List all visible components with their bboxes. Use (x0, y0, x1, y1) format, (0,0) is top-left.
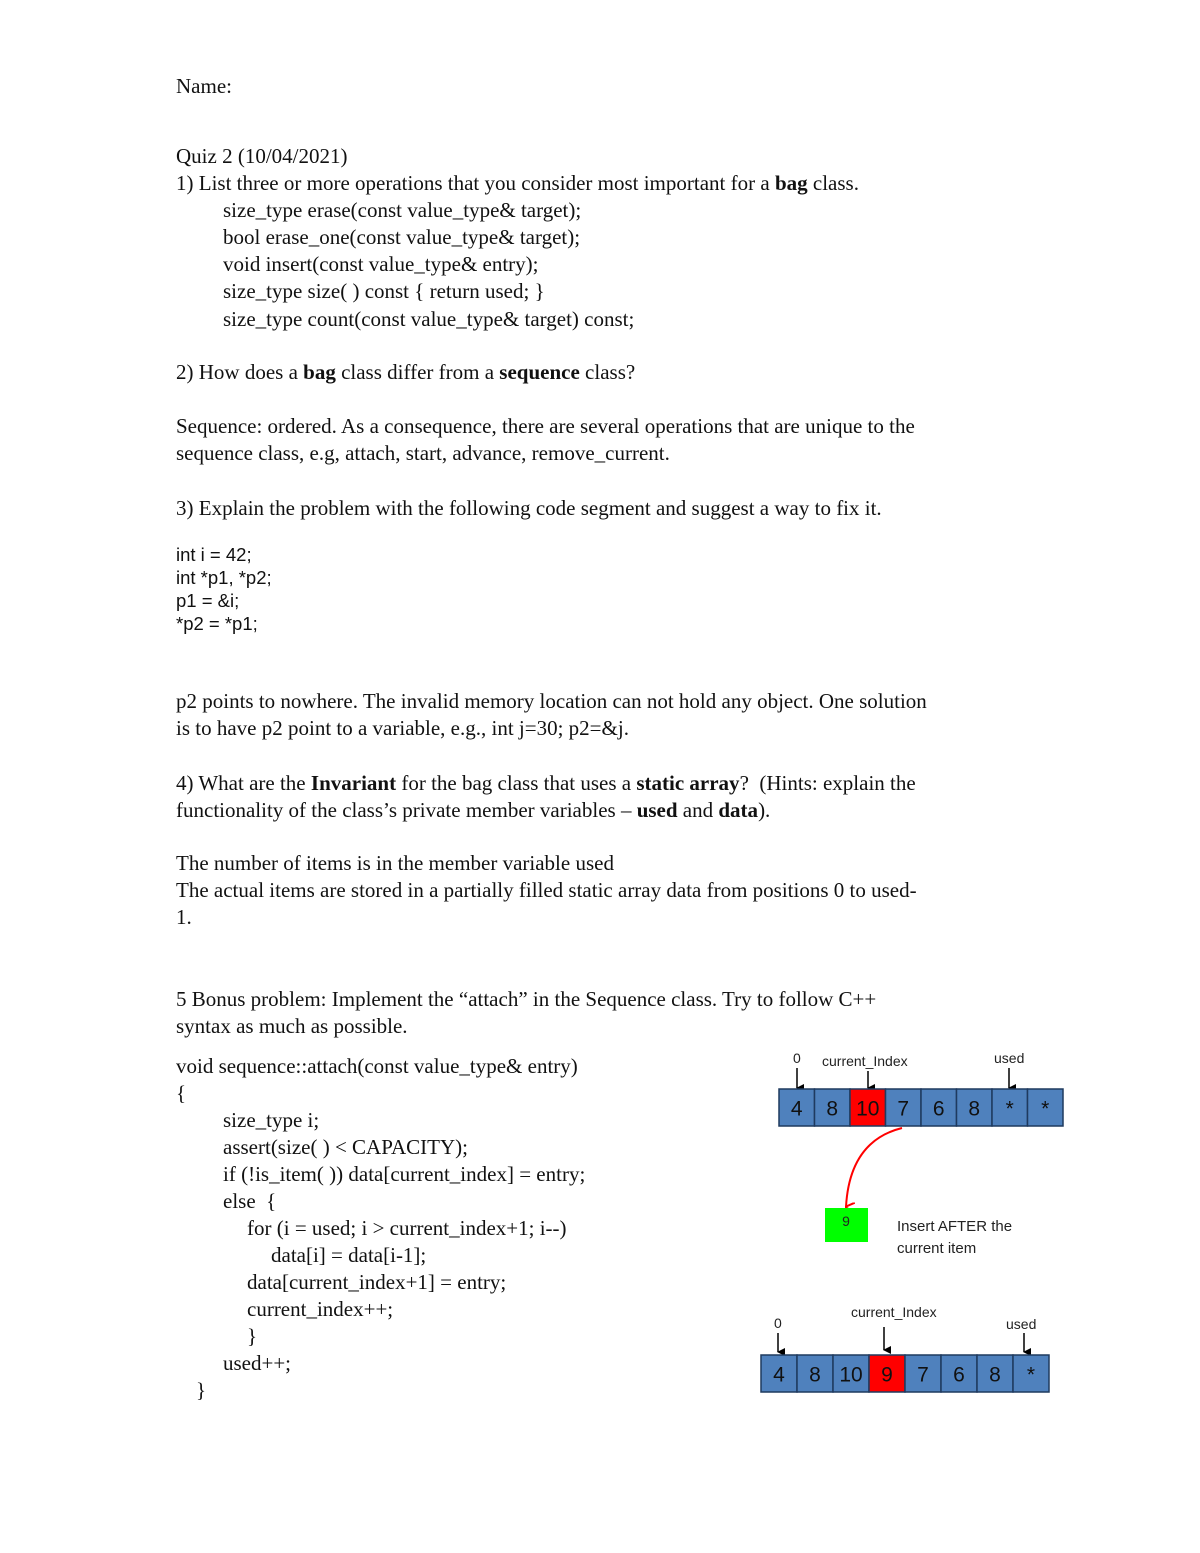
q5-code-line-8: data[i] = data[i-1]; (271, 1243, 427, 1267)
q5-code-line-1: void sequence::attach(const value_type& entry) (176, 1054, 578, 1078)
top-array-cell-value: 10 (856, 1097, 880, 1121)
q5-code-line-2: { (176, 1081, 187, 1105)
new-item-value: 9 (842, 1213, 850, 1229)
q5-code-line-12: used++; (223, 1351, 292, 1375)
q4-answer-line-1: The number of items is in the member variable used (176, 851, 614, 875)
q2-answer-line-1: Sequence: ordered. As a consequence, there are several operations that are unique to the (176, 414, 915, 438)
question-5-line-1: 5 Bonus problem: Implement the “attach” in the Sequence class. Try to follow C++ (176, 987, 877, 1011)
top-array-cell-value: 7 (897, 1097, 910, 1121)
q4-answer-line-3: 1. (176, 905, 192, 929)
bottom-array-cell-value: 8 (989, 1363, 1001, 1387)
top-label-used: used (994, 1050, 1025, 1066)
top-array-cell-value: * (1041, 1097, 1050, 1121)
top-array-cell-value: * (1005, 1097, 1014, 1121)
q5-code-line-4: assert(size( ) < CAPACITY); (223, 1135, 468, 1159)
q5-code-line-3: size_type i; (223, 1108, 320, 1132)
top-array-cell-value: 8 (968, 1097, 981, 1121)
q5-code-line-6: else { (223, 1189, 277, 1213)
insert-note-line-2: current item (897, 1240, 977, 1257)
q2-answer-line-2: sequence class, e.g, attach, start, advance, remove_current. (176, 441, 670, 465)
bold-bag: bag (774, 171, 808, 195)
q3-code-line-2: int *p1, *p2; (176, 567, 272, 588)
bottom-label-used: used (1006, 1316, 1037, 1332)
question-5-line-2: syntax as much as possible. (176, 1014, 408, 1038)
question-2: 2) How does a bag class differ from a sequence class? (176, 360, 636, 384)
q1-answer-3: void insert(const value_type& entry); (223, 252, 539, 276)
bottom-label-current-index: current_Index (851, 1304, 937, 1320)
bottom-array-cell-value: 7 (917, 1363, 929, 1387)
question-4-line-2: functionality of the class’s private member variables – used and data). (176, 798, 771, 822)
q5-code-line-13: } (196, 1378, 207, 1402)
name-label: Name: (176, 74, 232, 98)
q5-code-line-11: } (247, 1324, 258, 1348)
q3-answer-line-1: p2 points to nowhere. The invalid memory location can not hold any object. One solution (176, 689, 927, 713)
question-4-line-1: 4) What are the Invariant for the bag class that uses a static array? (Hints: explain the (176, 771, 916, 795)
insert-note-line-1: Insert AFTER the (897, 1218, 1013, 1235)
quiz-title: Quiz 2 (10/04/2021) (176, 144, 348, 168)
q5-code-line-7: for (i = used; i > current_index+1; i--) (247, 1216, 567, 1240)
question-1: 1) List three or more operations that you consider most important for a bag class. (176, 171, 859, 195)
q3-answer-line-2: is to have p2 point to a variable, e.g., int j=30; p2=&j. (176, 716, 629, 740)
question-3: 3) Explain the problem with the following code segment and suggest a way to fix it. (176, 496, 882, 520)
q3-code-line-1: int i = 42; (176, 544, 252, 565)
q3-code-line-3: p1 = &i; (176, 590, 240, 611)
bottom-array-cell-value: 9 (881, 1363, 893, 1387)
bottom-array-cell-value: 10 (839, 1363, 863, 1387)
top-label-current-index: current_Index (822, 1053, 908, 1069)
q1-answer-4: size_type size( ) const { return used; } (223, 279, 545, 303)
bottom-array-cell-value: 8 (809, 1363, 821, 1387)
insert-arrow (846, 1128, 902, 1207)
q1-answer-5: size_type count(const value_type& target) const; (223, 307, 635, 331)
top-array-cell-value: 8 (826, 1097, 839, 1121)
bottom-array (761, 1355, 1049, 1392)
bottom-array-cell-value: * (1026, 1363, 1036, 1387)
bottom-array-cell-value: 6 (953, 1363, 965, 1387)
bottom-label-zero: 0 (774, 1315, 782, 1331)
q4-answer-line-2: The actual items are stored in a partially filled static array data from positions 0 to used- (176, 878, 917, 902)
q1-answer-1: size_type erase(const value_type& target); (223, 198, 582, 222)
q5-code-line-10: current_index++; (247, 1297, 394, 1321)
top-array (779, 1089, 1063, 1126)
top-array-cell-value: 4 (790, 1097, 803, 1121)
bottom-array-cell-value: 4 (773, 1363, 785, 1387)
top-array-cell-value: 6 (932, 1097, 945, 1121)
q5-code-line-9: data[current_index+1] = entry; (247, 1270, 507, 1294)
q3-code-line-4: *p2 = *p1; (176, 613, 258, 634)
q1-answer-2: bool erase_one(const value_type& target); (223, 225, 581, 249)
q5-code-line-5: if (!is_item( )) data[current_index] = entry; (223, 1162, 586, 1186)
top-label-zero: 0 (793, 1050, 801, 1066)
